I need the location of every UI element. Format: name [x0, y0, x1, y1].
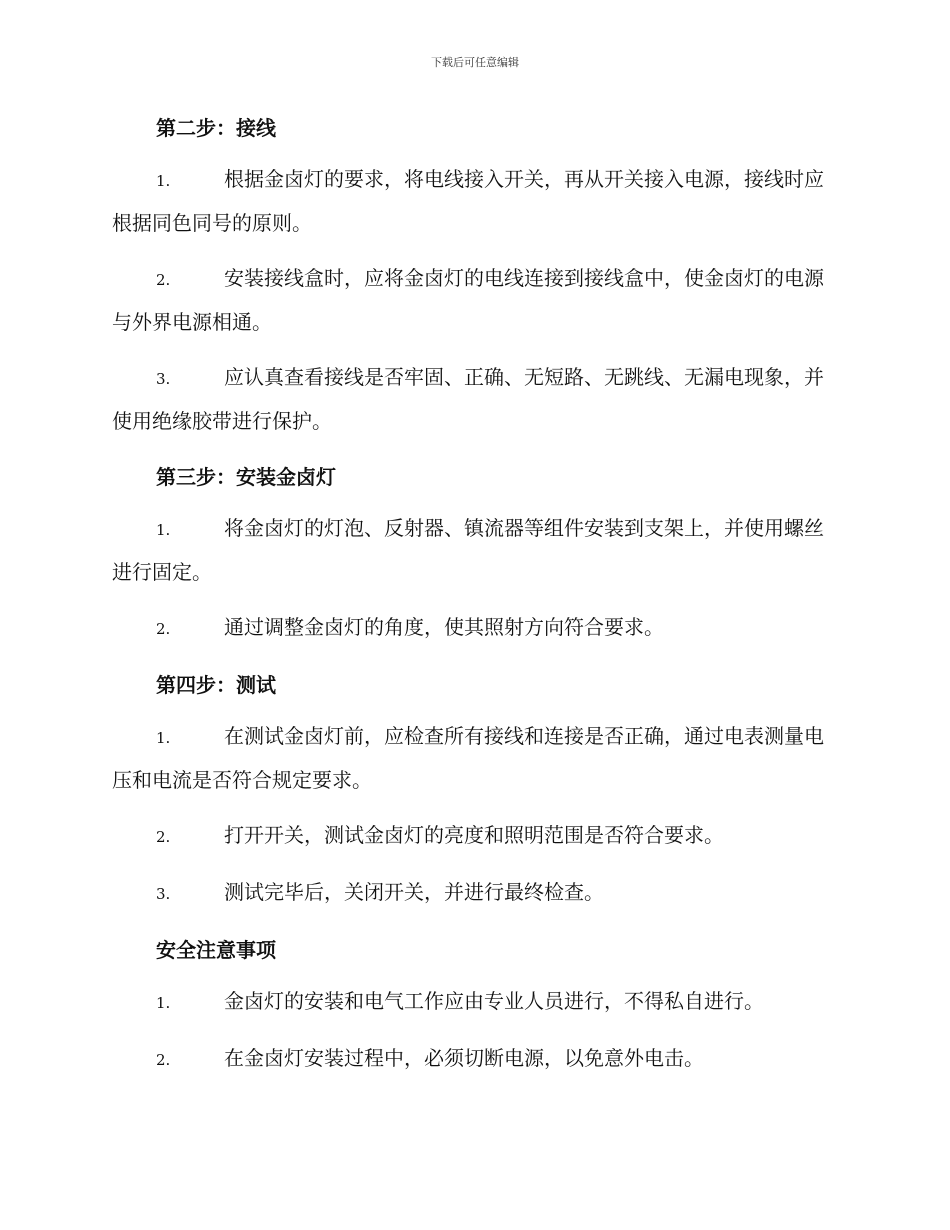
item-text: 测试完毕后，关闭开关，并进行最终检查。	[224, 880, 604, 904]
section-heading: 第三步：安装金卤灯	[156, 465, 336, 489]
item-number: 2.	[156, 620, 171, 638]
list-item	[112, 871, 842, 915]
item-text: 根据金卤灯的要求，将电线接入开关，再从开关接入电源，接线时应根据同色同号的原则。	[112, 167, 824, 235]
list-item	[112, 715, 842, 801]
list-item	[112, 257, 842, 343]
document-body	[112, 106, 842, 1094]
item-number: 2.	[156, 1051, 171, 1069]
item-text: 金卤灯的安装和电气工作应由专业人员进行，不得私自进行。	[224, 989, 764, 1013]
item-number: 1.	[156, 172, 171, 190]
list-item	[112, 356, 842, 442]
list-item	[112, 814, 842, 858]
section-heading: 第四步：测试	[156, 673, 276, 697]
section-wiring	[112, 106, 842, 442]
item-number: 1.	[156, 994, 171, 1012]
item-number: 3.	[156, 885, 171, 903]
list-item	[112, 1037, 842, 1081]
page-header-note: 下载后可任意编辑	[431, 56, 519, 69]
item-text: 将金卤灯的灯泡、反射器、镇流器等组件安装到支架上，并使用螺丝进行固定。	[112, 516, 824, 584]
item-text: 安装接线盒时，应将金卤灯的电线连接到接线盒中，使金卤灯的电源与外界电源相通。	[112, 266, 824, 334]
section-heading: 安全注意事项	[156, 938, 276, 962]
item-number: 1.	[156, 729, 171, 747]
list-item	[112, 980, 842, 1024]
item-number: 2.	[156, 271, 171, 289]
item-number: 2.	[156, 828, 171, 846]
item-text: 通过调整金卤灯的角度，使其照射方向符合要求。	[224, 615, 664, 639]
item-text: 应认真查看接线是否牢固、正确、无短路、无跳线、无漏电现象，并使用绝缘胶带进行保护。	[112, 365, 824, 433]
item-number: 3.	[156, 370, 171, 388]
item-number: 1.	[156, 521, 171, 539]
list-item	[112, 507, 842, 593]
item-text: 在测试金卤灯前，应检查所有接线和连接是否正确，通过电表测量电压和电流是否符合规定要求。	[112, 724, 824, 792]
section-safety	[112, 928, 842, 1081]
list-item	[112, 158, 842, 244]
section-install-lamp	[112, 455, 842, 650]
item-text: 打开开关，测试金卤灯的亮度和照明范围是否符合要求。	[224, 823, 724, 847]
list-item	[112, 606, 842, 650]
item-text: 在金卤灯安装过程中，必须切断电源，以免意外电击。	[224, 1046, 704, 1070]
section-heading: 第二步：接线	[156, 116, 276, 140]
section-testing	[112, 663, 842, 915]
